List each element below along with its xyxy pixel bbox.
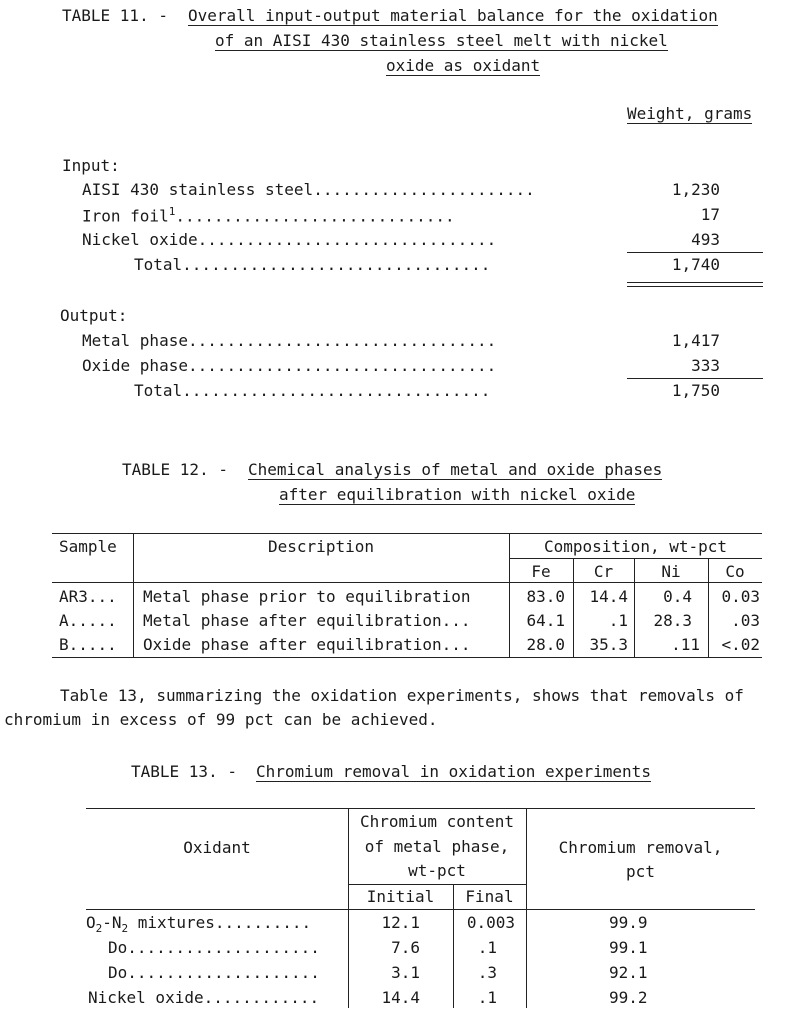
initial-cell: 7.6 xyxy=(391,938,420,957)
input-subtotal-rule xyxy=(627,252,763,253)
input-heading: Input: xyxy=(62,156,120,175)
input-row-value: 1,230 xyxy=(671,180,720,199)
table-13-header-rule xyxy=(86,909,755,910)
header-composition: Composition, wt-pct xyxy=(543,537,728,556)
final-cell: 0.003 xyxy=(466,913,515,932)
table-13-title: Chromium removal in oxidation experiments xyxy=(256,762,651,781)
table-11-title-line-2: of an AISI 430 stainless steel melt with nickel xyxy=(215,31,668,50)
input-total-double-rule xyxy=(627,286,763,287)
header-cr: Cr xyxy=(593,562,614,581)
table-11-label: TABLE 11. - xyxy=(62,6,168,25)
output-total-label: Total................................ xyxy=(134,381,491,400)
header-removal-line: Chromium removal, xyxy=(558,838,723,857)
table-12-header-rule xyxy=(52,582,762,583)
removal-cell: 92.1 xyxy=(609,963,648,982)
co-cell: <.02 xyxy=(721,635,760,654)
output-total-value: 1,750 xyxy=(671,381,720,400)
sample-cell: AR3... xyxy=(59,587,117,606)
oxidant-cell: Nickel oxide............ xyxy=(88,988,320,1007)
table-11-title-line-1: Overall input-output material balance for the oxidation xyxy=(188,6,718,25)
header-ni: Ni xyxy=(661,562,681,581)
input-row-value: 493 xyxy=(691,230,720,249)
input-total-label: Total................................ xyxy=(134,255,491,274)
input-total-double-rule xyxy=(627,282,763,283)
chromium-content-rule xyxy=(348,884,526,885)
header-final: Final xyxy=(465,887,514,906)
output-row-label: Oxide phase................................ xyxy=(82,356,497,375)
ni-cell: 0.4 xyxy=(663,587,692,606)
description-cell: Oxide phase after equilibration... xyxy=(143,635,471,654)
header-co: Co xyxy=(725,562,745,581)
oxidant-cell: Do.................... xyxy=(108,963,320,982)
header-oxidant: Oxidant xyxy=(183,838,251,857)
cr-cell: .1 xyxy=(608,611,628,630)
fe-cell: 64.1 xyxy=(526,611,565,630)
oxidant-cell: $O_2-N_2$ mixtures.......... xyxy=(86,913,312,936)
description-cell: Metal phase prior to equilibration xyxy=(143,587,471,606)
table-12-title-line-2: after equilibration with nickel oxide xyxy=(279,485,636,504)
input-row-label: Nickel oxide............................... xyxy=(82,230,497,249)
final-cell: .1 xyxy=(477,938,497,957)
co-cell: 0.03 xyxy=(721,587,760,606)
header-removal-line: pct xyxy=(626,862,655,881)
fe-cell: 83.0 xyxy=(526,587,565,606)
co-cell: .03 xyxy=(731,611,760,630)
header-chromium-content-line: wt-pct xyxy=(408,861,466,880)
table-12-bottom-rule xyxy=(52,657,762,658)
weight-column-header: Weight, grams xyxy=(627,104,753,123)
removal-cell: 99.1 xyxy=(609,938,648,957)
output-heading: Output: xyxy=(60,306,128,325)
initial-cell: 14.4 xyxy=(381,988,420,1007)
removal-cell: 99.9 xyxy=(609,913,648,932)
table-13-top-rule xyxy=(86,808,755,809)
header-description: Description xyxy=(268,537,374,556)
ni-cell: 28.3 xyxy=(653,611,692,630)
composition-rule xyxy=(509,558,762,559)
header-initial: Initial xyxy=(366,887,435,906)
cr-cell: 35.3 xyxy=(589,635,628,654)
output-subtotal-rule xyxy=(627,378,763,379)
table-12-top-rule xyxy=(52,533,762,534)
output-row-label: Metal phase................................ xyxy=(82,331,497,350)
table-12-label: TABLE 12. - xyxy=(122,460,228,479)
final-cell: .1 xyxy=(477,988,497,1007)
description-cell: Metal phase after equilibration... xyxy=(143,611,471,630)
fe-cell: 28.0 xyxy=(526,635,565,654)
header-fe: Fe xyxy=(531,562,551,581)
paragraph-line-2: chromium in excess of 99 pct can be achieved. xyxy=(4,710,438,729)
input-row-value: 17 xyxy=(700,205,720,224)
sample-cell: B..... xyxy=(59,635,117,654)
input-row-label: AISI 430 stainless steel....................... xyxy=(82,180,535,199)
output-row-value: 1,417 xyxy=(671,331,720,350)
initial-cell: 3.1 xyxy=(391,963,420,982)
paragraph-line-1: Table 13, summarizing the oxidation experiments, shows that removals of xyxy=(60,686,744,705)
cr-cell: 14.4 xyxy=(589,587,628,606)
table-13-label: TABLE 13. - xyxy=(131,762,237,781)
removal-cell: 99.2 xyxy=(609,988,648,1007)
input-row-label: Iron foil$^1$............................. xyxy=(82,205,455,226)
final-cell: .3 xyxy=(477,963,497,982)
ni-cell: .11 xyxy=(671,635,700,654)
header-chromium-content-line: of metal phase, xyxy=(364,837,510,856)
initial-cell: 12.1 xyxy=(381,913,420,932)
sample-cell: A..... xyxy=(59,611,117,630)
input-total-value: 1,740 xyxy=(671,255,720,274)
oxidant-cell: Do.................... xyxy=(108,938,320,957)
header-sample: Sample xyxy=(59,537,117,556)
table-12-title-line-1: Chemical analysis of metal and oxide phases xyxy=(248,460,663,479)
table-11-title-line-3: oxide as oxidant xyxy=(386,56,541,75)
output-row-value: 333 xyxy=(691,356,720,375)
header-chromium-content-line: Chromium content xyxy=(359,812,515,831)
